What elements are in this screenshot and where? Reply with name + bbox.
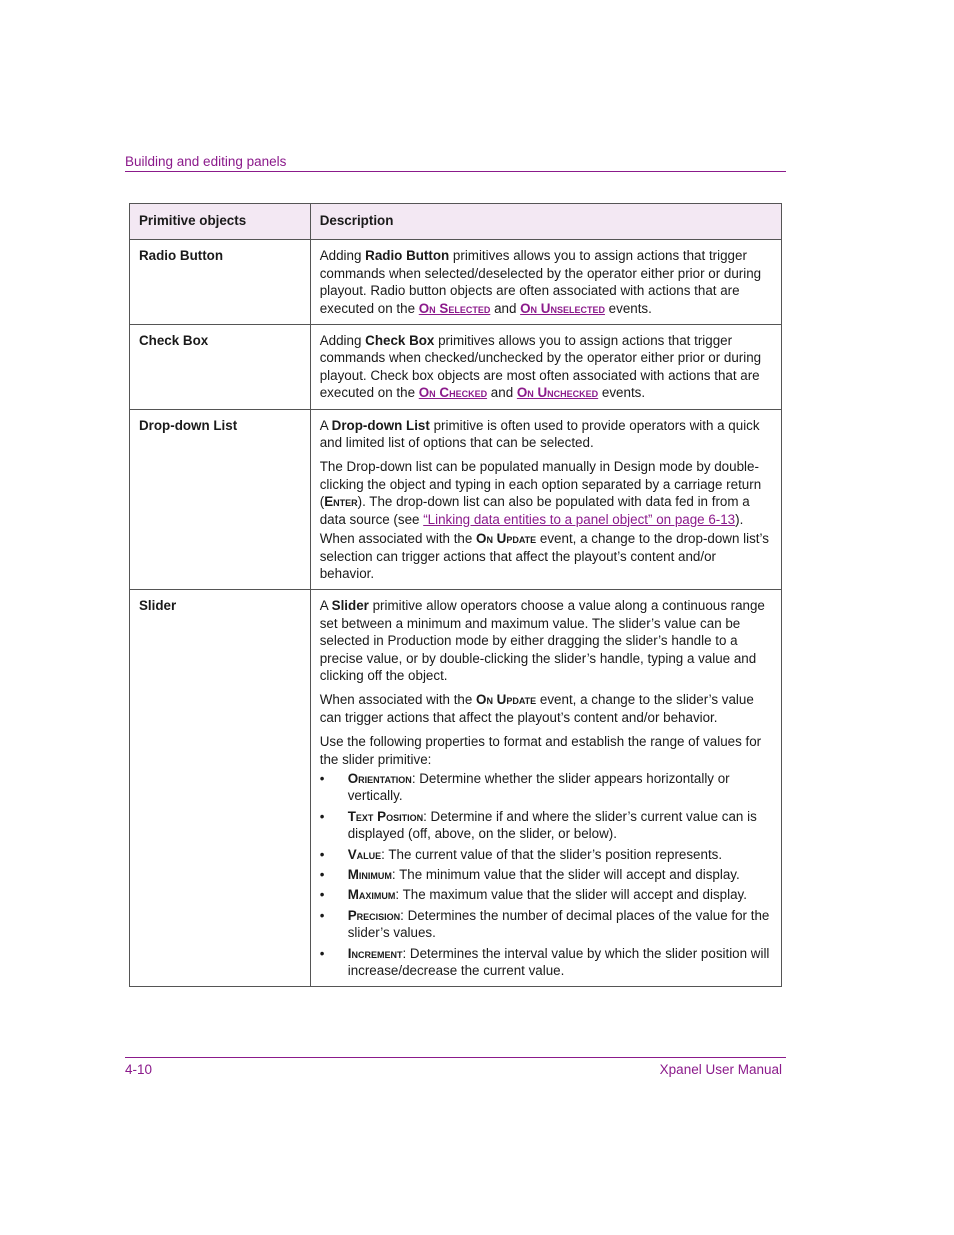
property-term: Precision	[347, 907, 401, 923]
description-paragraph	[320, 530, 772, 582]
text-run: A	[319, 598, 332, 614]
page-footer	[125, 1057, 786, 1077]
primitive-description	[310, 240, 781, 325]
description-paragraph	[320, 597, 772, 684]
list-item	[320, 907, 772, 942]
text-run: The Drop-down list can be populated manually in Design mode by double-clicking the object and typing in each option separated by a carriage return (	[319, 459, 762, 510]
event-name: On Update	[476, 692, 537, 708]
text-run: events.	[598, 385, 646, 401]
description-paragraph	[320, 691, 772, 726]
bullet: •	[319, 867, 325, 882]
primitive-description	[310, 590, 781, 987]
property-text: : The current value of that the slider’s position represents.	[381, 846, 723, 862]
description-paragraph	[320, 247, 772, 317]
on-selected-link[interactable]: On Selected	[418, 300, 491, 316]
list-item	[320, 945, 772, 980]
bold-term: Slider	[331, 598, 369, 614]
property-text: : The maximum value that the slider will accept and display.	[395, 887, 747, 903]
primitive-name: Drop-down List	[130, 409, 311, 590]
text-run: events.	[604, 300, 652, 316]
bullet: •	[319, 945, 325, 961]
description-paragraph	[320, 458, 772, 528]
property-term: Minimum	[347, 867, 392, 882]
text-run: and	[490, 300, 521, 316]
property-text: : Determines the number of decimal places of the value for the slider’s values.	[347, 907, 770, 941]
text-run: primitives allows you to assign actions that trigger commands when checked/unchecked by the operator either prior or during playout. Check box objects are most often associated with actions that are executed on the	[319, 333, 762, 401]
bold-term: Drop-down List	[331, 417, 430, 433]
primitive-name: Radio Button	[130, 240, 311, 325]
page-number: 4-10	[125, 1062, 153, 1077]
list-item	[320, 808, 772, 843]
bold-term: Radio Button	[365, 248, 450, 264]
text-run: primitives allows you to assign actions that trigger commands when selected/deselected by the operator either prior or during playout. Radio button objects are often associated with actions that are executed on the	[319, 248, 762, 316]
property-term: Value	[347, 846, 382, 862]
property-term: Text Position	[347, 808, 424, 824]
on-unselected-link[interactable]: On Unselected	[520, 300, 605, 316]
text-run: When associated with the	[319, 692, 477, 708]
primitive-description	[310, 409, 781, 590]
list-item	[320, 866, 772, 883]
description-paragraph	[320, 332, 772, 402]
on-checked-link[interactable]: On Checked	[418, 385, 488, 401]
column-header-description: Description	[310, 204, 781, 240]
text-run: Adding	[319, 333, 366, 349]
bullet: •	[319, 770, 325, 786]
text-run: ). The drop-down list can also be populated with data fed in from a data source (see	[319, 494, 750, 527]
description-paragraph: Use the following properties to format and establish the range of values for the slider primitive:	[319, 734, 762, 767]
primitive-objects-table	[129, 203, 782, 987]
bullet: •	[319, 846, 325, 862]
property-term: Maximum	[347, 887, 396, 903]
text-run: A	[319, 417, 332, 433]
list-item	[320, 770, 772, 805]
property-text: : The minimum value that the slider will accept and display.	[391, 867, 740, 882]
on-unchecked-link[interactable]: On Unchecked	[516, 385, 599, 401]
table-row-check-box	[130, 325, 782, 410]
bullet: •	[319, 887, 325, 903]
bullet: •	[319, 808, 325, 824]
primitive-name: Slider	[130, 590, 311, 987]
table-row-radio-button	[130, 240, 782, 325]
list-item	[320, 886, 772, 903]
running-header: Building and editing panels	[125, 154, 786, 172]
bullet: •	[319, 907, 325, 923]
text-run: When associated with the	[319, 531, 477, 547]
description-paragraph	[320, 417, 772, 452]
property-term: Increment	[347, 945, 403, 961]
key-name: Enter	[324, 494, 358, 510]
primitive-description	[310, 325, 781, 410]
property-text: : Determines the interval value by which the slider position will increase/decrease the current value.	[347, 945, 770, 979]
property-text: : Determine if and where the slider’s current value can is displayed (off, above, on the slider, or below).	[347, 808, 757, 842]
text-run: event, a change to the drop-down list’s selection can trigger actions that affect the playout’s content and/or behavior.	[319, 531, 769, 581]
column-header-primitive: Primitive objects	[130, 204, 311, 240]
event-name: On Update	[476, 531, 537, 547]
table-row-slider	[130, 590, 782, 987]
text-run: primitive is often used to provide operators with a quick and limited list of options that can be selected.	[319, 417, 760, 451]
property-text: : Determine whether the slider appears horizontally or vertically.	[347, 770, 730, 804]
table-header-row	[130, 204, 782, 240]
text-run: ).	[735, 511, 744, 527]
slider-properties-list	[320, 770, 772, 979]
text-run: and	[487, 385, 517, 401]
property-term: Orientation	[347, 770, 412, 786]
text-run: Adding	[319, 248, 366, 264]
manual-title: Xpanel User Manual	[659, 1062, 782, 1077]
text-run: event, a change to the slider’s value can trigger actions that affect the playout’s content and/or behavior.	[319, 692, 754, 725]
list-item	[320, 846, 772, 863]
table-row-drop-down-list	[130, 409, 782, 590]
linking-data-entities-link[interactable]: “Linking data entities to a panel object” on page 6-13	[423, 511, 736, 527]
text-run: primitive allow operators choose a value along a continuous range set between a minimum and maximum value. The slider’s value can be selected in Production mode by either dragging the slider’s handle to a precise value, or by double-clicking the slider’s handle, typing a value and clicking off the object.	[319, 598, 765, 683]
primitive-name: Check Box	[130, 325, 311, 410]
bold-term: Check Box	[365, 333, 435, 349]
